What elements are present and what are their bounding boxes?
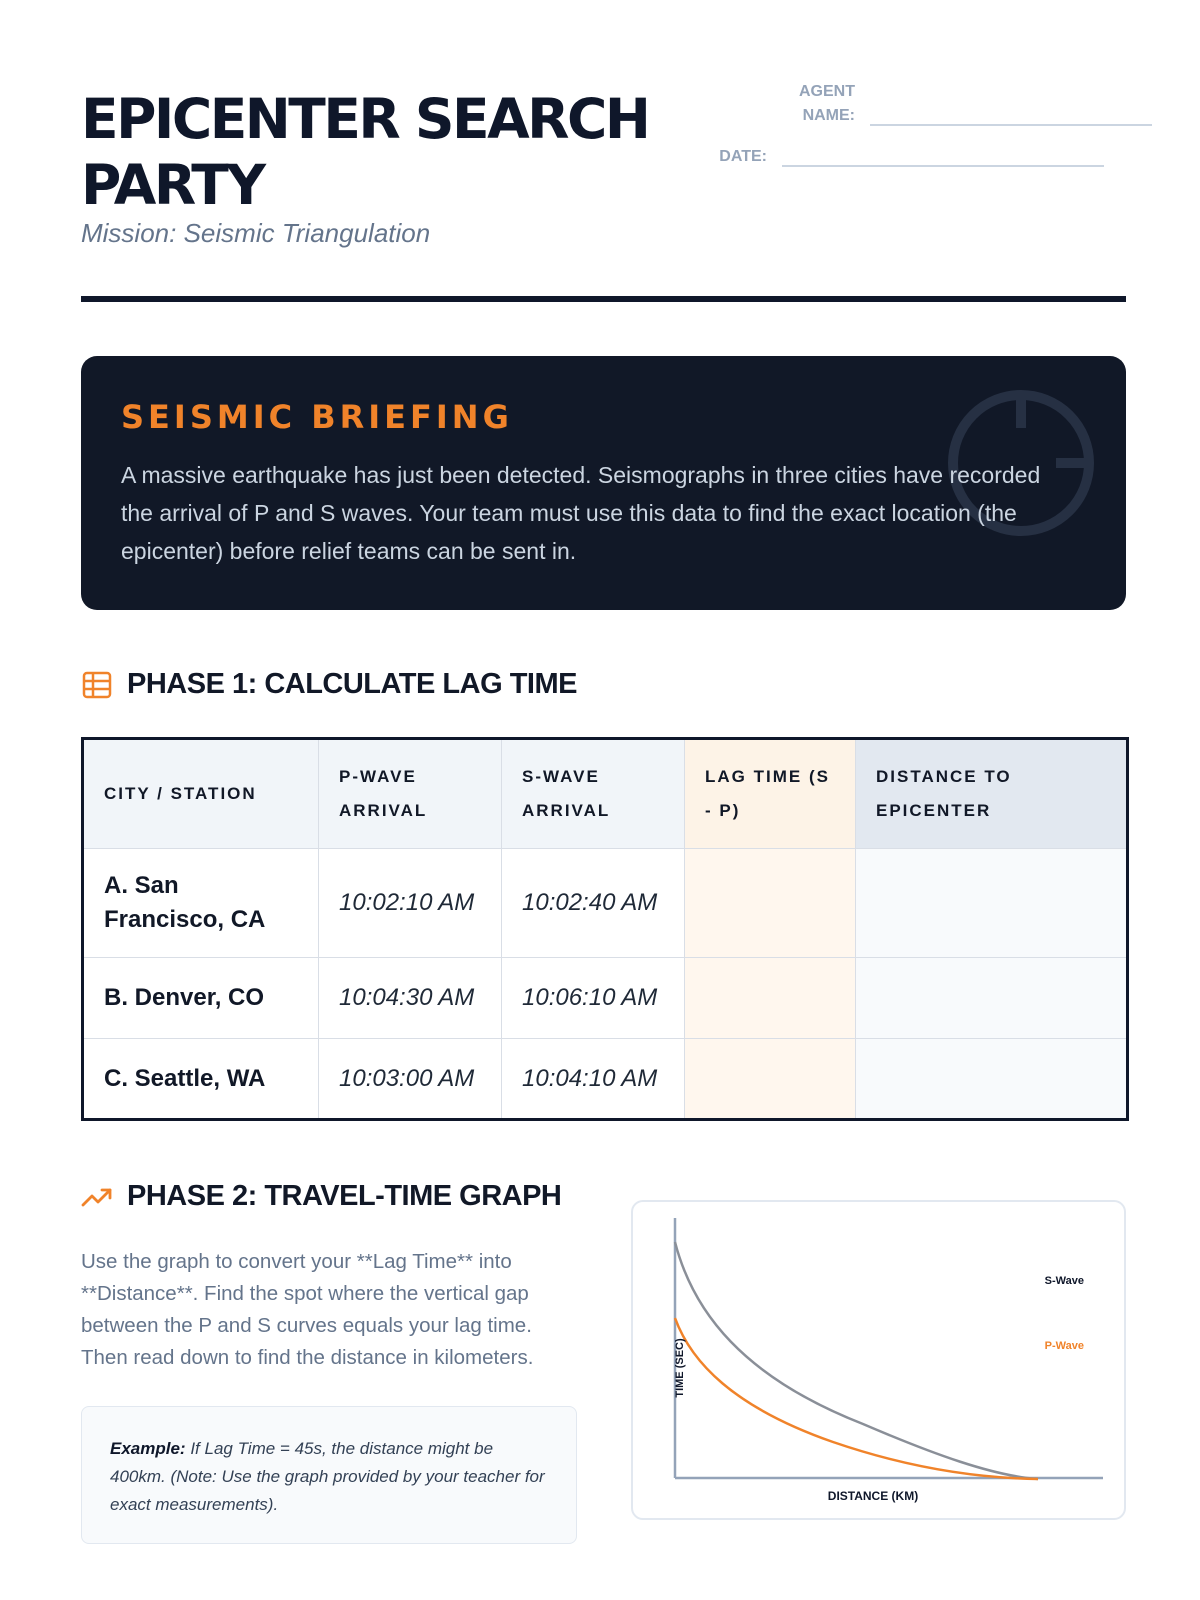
p-wave-cell: 10:04:30 AM [319, 958, 502, 1039]
s-wave-cell: 10:02:40 AM [502, 849, 685, 958]
phase1-title: PHASE 1: CALCULATE LAG TIME [127, 668, 577, 700]
agent-name-label [775, 80, 855, 128]
header-divider [81, 296, 1126, 302]
lag-time-input-cell[interactable] [685, 849, 856, 958]
date-field [717, 145, 1104, 169]
city-cell: B. Denver, CO [83, 958, 319, 1039]
phase1-heading [81, 668, 577, 701]
phase2-instructions: Use the graph to convert your **Lag Time** into **Distance**. Find the spot where the vertical gap between the P and S curves equals your lag time. Then read down to find the distance in kilometers. [81, 1250, 534, 1369]
graph-svg [633, 1202, 1124, 1518]
travel-time-graph [631, 1200, 1126, 1520]
lag-time-input-cell[interactable] [685, 1039, 856, 1120]
phase2-title: PHASE 2: TRAVEL-TIME GRAPH [127, 1180, 562, 1212]
col-distance: DISTANCE TO EPICENTER [856, 739, 1128, 849]
header [81, 80, 1126, 300]
table-row [83, 849, 1128, 958]
example-note [81, 1406, 577, 1544]
table-row [83, 1039, 1128, 1120]
p-wave-cell: 10:02:10 AM [319, 849, 502, 958]
agent-name-line[interactable] [870, 124, 1152, 126]
page-title [81, 86, 721, 218]
lag-time-table [81, 737, 1129, 1121]
s-wave-cell: 10:06:10 AM [502, 958, 685, 1039]
col-s-wave: S-WAVE ARRIVAL [502, 739, 685, 849]
distance-input-cell[interactable] [856, 849, 1128, 958]
distance-input-cell[interactable] [856, 1039, 1128, 1120]
city-cell: A. San Francisco, CA [83, 849, 319, 958]
example-text: If Lag Time = 45s, the distance might be 400km. (Note: Use the graph provided by your teacher for exact measurements). [110, 1439, 545, 1514]
lag-time-input-cell[interactable] [685, 958, 856, 1039]
col-city: CITY / STATION [83, 739, 319, 849]
table-header-row [83, 739, 1128, 849]
trend-up-icon [81, 1181, 113, 1213]
table-icon [81, 669, 113, 701]
title-line-1: EPICENTER SEARCH [81, 87, 649, 151]
briefing-text: A massive earthquake has just been detected. Seismographs in three cities have recorded the arrival of P and S waves. Your team must use this data to find the exact location (the epicenter) before relief teams can be sent in. [121, 462, 1041, 564]
phase2-heading [81, 1180, 561, 1213]
briefing-title: SEISMIC BRIEFING [121, 398, 513, 436]
distance-input-cell[interactable] [856, 958, 1128, 1039]
agent-label-line-2: NAME: [802, 107, 855, 124]
example-label: Example: [110, 1439, 186, 1458]
s-wave-legend: S-Wave [1044, 1275, 1084, 1287]
s-wave-curve [675, 1242, 1038, 1479]
agent-label-line-1: AGENT [799, 83, 855, 100]
col-p-wave: P-WAVE ARRIVAL [319, 739, 502, 849]
p-wave-legend: P-Wave [1044, 1340, 1084, 1352]
y-axis-label: TIME (SEC) [674, 1338, 686, 1398]
p-wave-cell: 10:03:00 AM [319, 1039, 502, 1120]
date-label: DATE: [719, 148, 767, 165]
city-cell: C. Seattle, WA [83, 1039, 319, 1120]
table-row [83, 958, 1128, 1039]
briefing-panel [81, 356, 1126, 610]
s-wave-cell: 10:04:10 AM [502, 1039, 685, 1120]
title-line-2: PARTY [81, 153, 264, 217]
col-lag-time: LAG TIME (S - P) [685, 739, 856, 849]
worksheet-page [81, 0, 1126, 1600]
date-line[interactable] [782, 165, 1104, 167]
page-subtitle: Mission: Seismic Triangulation [81, 218, 431, 248]
agent-name-field [775, 80, 1152, 128]
x-axis-label: DISTANCE (KM) [827, 1489, 919, 1503]
p-wave-curve [675, 1318, 1038, 1479]
